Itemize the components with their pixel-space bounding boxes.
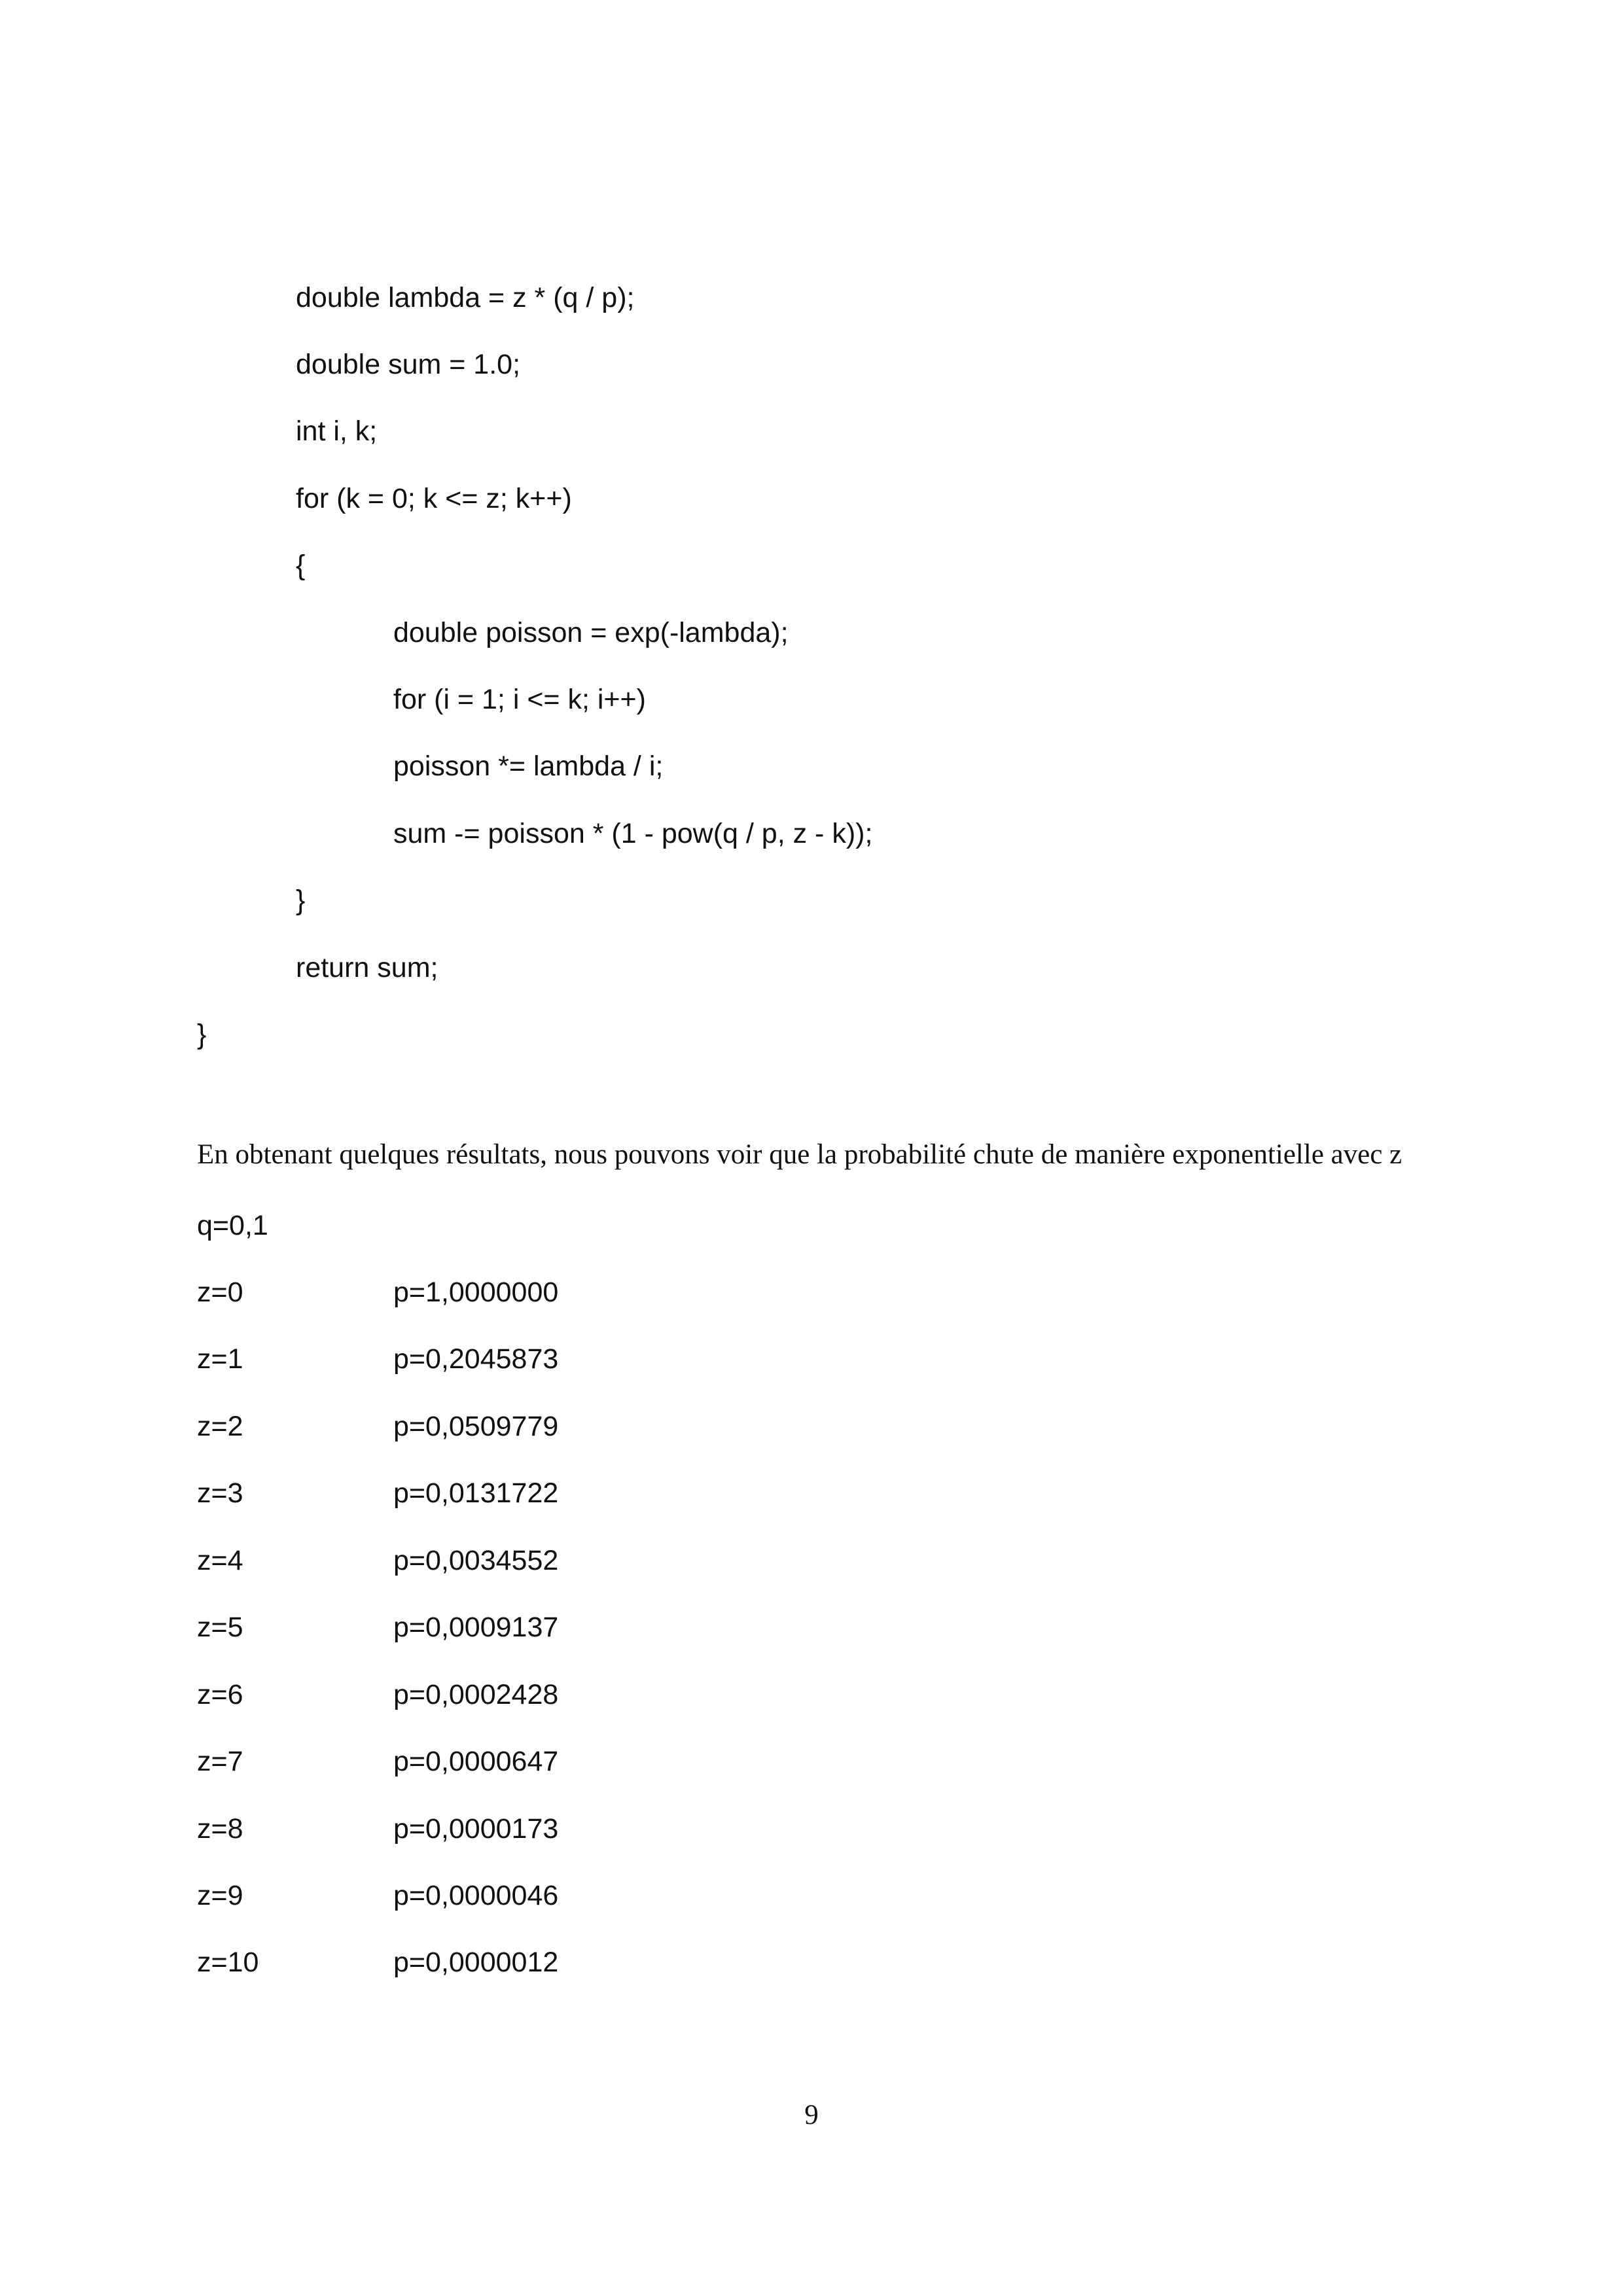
result-z: z=4 — [197, 1545, 243, 1576]
result-z: z=9 — [197, 1880, 243, 1911]
result-z: z=8 — [197, 1813, 243, 1845]
results-paragraph: En obtenant quelques résultats, nous pouvons voir que la probabilité chute de manière exponentielle avec z — [197, 1139, 1402, 1170]
code-line: int i, k; — [296, 415, 378, 447]
result-z: z=6 — [197, 1679, 243, 1710]
result-z: z=3 — [197, 1477, 243, 1509]
result-z: z=7 — [197, 1746, 243, 1777]
result-p: p=0,0034552 — [393, 1545, 559, 1576]
code-line: double poisson = exp(-lambda); — [393, 617, 789, 648]
result-p: p=0,0002428 — [393, 1679, 559, 1710]
code-line: { — [296, 550, 306, 581]
code-line: } — [197, 1019, 207, 1050]
result-p: p=0,2045873 — [393, 1343, 559, 1375]
code-line: for (k = 0; k <= z; k++) — [296, 483, 572, 514]
results-header: q=0,1 — [197, 1210, 268, 1241]
result-p: p=0,0000012 — [393, 1947, 559, 1978]
code-line: double lambda = z * (q / p); — [296, 282, 635, 313]
result-p: p=0,0000647 — [393, 1746, 559, 1777]
result-p: p=0,0131722 — [393, 1477, 559, 1509]
result-z: z=5 — [197, 1612, 243, 1643]
result-z: z=10 — [197, 1947, 259, 1978]
code-line: double sum = 1.0; — [296, 349, 521, 380]
result-p: p=0,0509779 — [393, 1411, 559, 1442]
result-p: p=1,0000000 — [393, 1277, 559, 1308]
result-p: p=0,0000046 — [393, 1880, 559, 1911]
code-line: for (i = 1; i <= k; i++) — [393, 684, 646, 715]
page-number: 9 — [804, 2100, 819, 2130]
code-line: return sum; — [296, 952, 438, 983]
result-z: z=0 — [197, 1277, 243, 1308]
code-line: } — [296, 885, 306, 916]
result-p: p=0,0000173 — [393, 1813, 559, 1845]
result-p: p=0,0009137 — [393, 1612, 559, 1643]
result-z: z=1 — [197, 1343, 243, 1375]
code-line: sum -= poisson * (1 - pow(q / p, z - k)); — [393, 818, 873, 849]
result-z: z=2 — [197, 1411, 243, 1442]
code-line: poisson *= lambda / i; — [393, 751, 664, 782]
